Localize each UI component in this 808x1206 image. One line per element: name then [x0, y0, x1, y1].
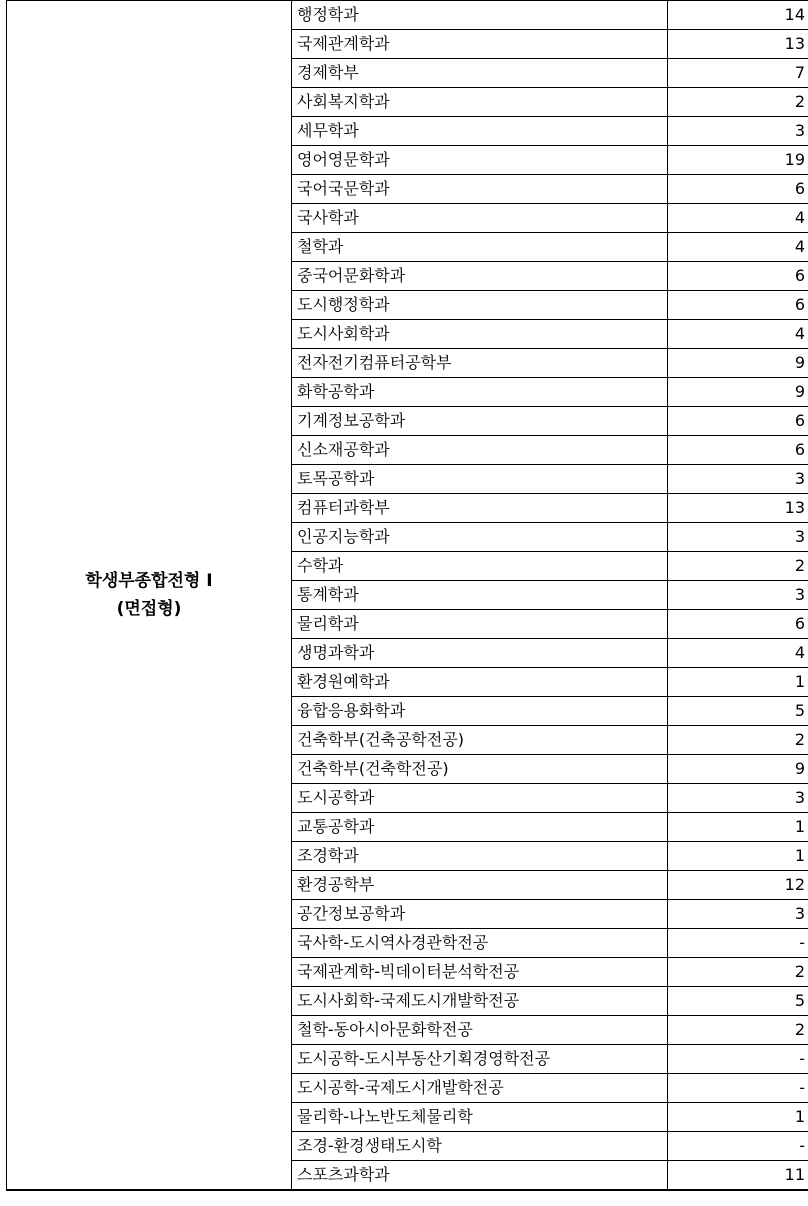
department-name-cell: 도시사회학과 — [292, 320, 668, 349]
quota-count-cell: 5 — [668, 697, 808, 726]
department-name-cell: 영어영문학과 — [292, 146, 668, 175]
quota-count-cell: 2 — [668, 88, 808, 117]
department-name-cell: 도시행정학과 — [292, 291, 668, 320]
department-name-cell: 행정학과 — [292, 1, 668, 30]
department-name-cell: 생명과학과 — [292, 639, 668, 668]
department-name-cell: 철학과 — [292, 233, 668, 262]
quota-count-cell: 1 — [668, 842, 808, 871]
quota-count-cell: 3 — [668, 117, 808, 146]
department-name-cell: 화학공학과 — [292, 378, 668, 407]
quota-count-cell: 4 — [668, 639, 808, 668]
quota-count-cell: 3 — [668, 523, 808, 552]
department-name-cell: 전자전기컴퓨터공학부 — [292, 349, 668, 378]
department-name-cell: 도시공학-국제도시개발학전공 — [292, 1074, 668, 1103]
admission-type-cell — [7, 1, 292, 1191]
department-name-cell: 중국어문화학과 — [292, 262, 668, 291]
quota-count-cell: 6 — [668, 262, 808, 291]
quota-count-cell: - — [668, 929, 808, 958]
department-name-cell: 건축학부(건축학전공) — [292, 755, 668, 784]
department-name-cell: 세무학과 — [292, 117, 668, 146]
table-row — [7, 1, 808, 30]
department-name-cell: 물리학과 — [292, 610, 668, 639]
department-name-cell: 경제학부 — [292, 59, 668, 88]
quota-count-cell: 4 — [668, 233, 808, 262]
quota-count-cell: 13 — [668, 494, 808, 523]
quota-count-cell: 2 — [668, 958, 808, 987]
quota-count-cell: 6 — [668, 291, 808, 320]
quota-count-cell: 1 — [668, 813, 808, 842]
department-name-cell: 국어국문학과 — [292, 175, 668, 204]
quota-count-cell: 1 — [668, 668, 808, 697]
quota-count-cell: 6 — [668, 436, 808, 465]
quota-count-cell: 11 — [668, 1161, 808, 1191]
quota-count-cell: 3 — [668, 581, 808, 610]
department-name-cell: 융합응용화학과 — [292, 697, 668, 726]
department-name-cell: 도시사회학-국제도시개발학전공 — [292, 987, 668, 1016]
department-name-cell: 국사학과 — [292, 204, 668, 233]
department-name-cell: 신소재공학과 — [292, 436, 668, 465]
admission-type-subtitle: (면접형) — [116, 599, 182, 619]
quota-count-cell: - — [668, 1045, 808, 1074]
quota-count-cell: 14 — [668, 1, 808, 30]
department-name-cell: 국사학-도시역사경관학전공 — [292, 929, 668, 958]
department-name-cell: 국제관계학과 — [292, 30, 668, 59]
department-name-cell: 교통공학과 — [292, 813, 668, 842]
department-name-cell: 컴퓨터과학부 — [292, 494, 668, 523]
admission-quota-table — [6, 0, 808, 1191]
department-name-cell: 조경-환경생태도시학 — [292, 1132, 668, 1161]
department-name-cell: 공간정보공학과 — [292, 900, 668, 929]
quota-count-cell: 6 — [668, 610, 808, 639]
quota-count-cell: 9 — [668, 349, 808, 378]
quota-count-cell: 6 — [668, 175, 808, 204]
department-name-cell: 수학과 — [292, 552, 668, 581]
department-name-cell: 통계학과 — [292, 581, 668, 610]
department-name-cell: 도시공학-도시부동산기획경영학전공 — [292, 1045, 668, 1074]
quota-count-cell: 9 — [668, 755, 808, 784]
quota-count-cell: 4 — [668, 320, 808, 349]
quota-count-cell: 2 — [668, 1016, 808, 1045]
quota-count-cell: 3 — [668, 900, 808, 929]
department-name-cell: 환경공학부 — [292, 871, 668, 900]
quota-count-cell: 1 — [668, 1103, 808, 1132]
quota-count-cell: 19 — [668, 146, 808, 175]
department-name-cell: 인공지능학과 — [292, 523, 668, 552]
department-name-cell: 사회복지학과 — [292, 88, 668, 117]
quota-count-cell: 5 — [668, 987, 808, 1016]
quota-count-cell: 12 — [668, 871, 808, 900]
department-name-cell: 물리학-나노반도체물리학 — [292, 1103, 668, 1132]
department-name-cell: 철학-동아시아문화학전공 — [292, 1016, 668, 1045]
quota-count-cell: 4 — [668, 204, 808, 233]
quota-count-cell: - — [668, 1074, 808, 1103]
quota-count-cell: 3 — [668, 465, 808, 494]
department-name-cell: 기계정보공학과 — [292, 407, 668, 436]
quota-count-cell: 2 — [668, 726, 808, 755]
quota-count-cell: 3 — [668, 784, 808, 813]
department-name-cell: 도시공학과 — [292, 784, 668, 813]
department-name-cell: 조경학과 — [292, 842, 668, 871]
table-body — [7, 1, 808, 1191]
department-name-cell: 스포츠과학과 — [292, 1161, 668, 1191]
department-name-cell: 환경원예학과 — [292, 668, 668, 697]
quota-count-cell: 7 — [668, 59, 808, 88]
quota-count-cell: 2 — [668, 552, 808, 581]
department-name-cell: 국제관계학-빅데이터분석학전공 — [292, 958, 668, 987]
quota-count-cell: 6 — [668, 407, 808, 436]
quota-count-cell: - — [668, 1132, 808, 1161]
quota-count-cell: 13 — [668, 30, 808, 59]
department-name-cell: 토목공학과 — [292, 465, 668, 494]
admission-type-name: 학생부종합전형 I — [85, 571, 213, 591]
quota-count-cell: 9 — [668, 378, 808, 407]
department-name-cell: 건축학부(건축공학전공) — [292, 726, 668, 755]
